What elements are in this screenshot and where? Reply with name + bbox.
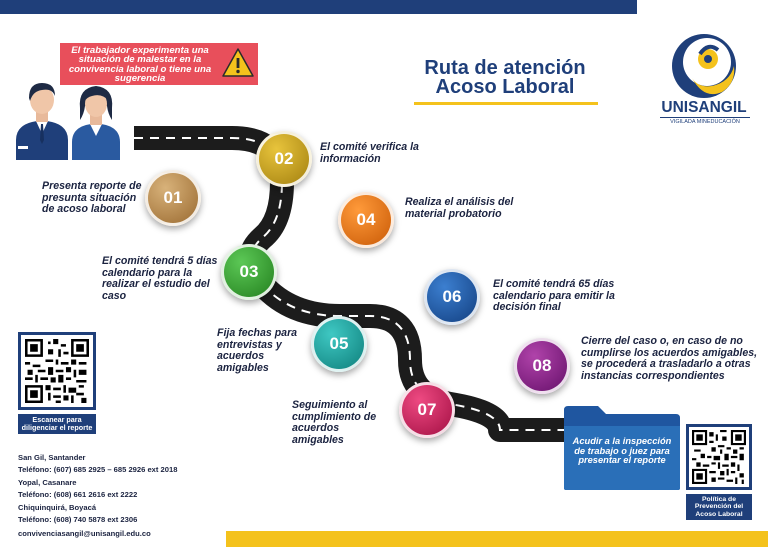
step-08-number: 08 <box>532 356 552 375</box>
logo-subtitle: VIGILADA MINEDUCACIÓN <box>660 117 750 125</box>
title-line-2: Acoso Laboral <box>435 76 575 98</box>
qr-caption-policy: Política de Prevención del Acoso Laboral <box>686 494 752 520</box>
step-04-text: Realiza el análisis del material probatorio <box>405 196 514 220</box>
step-07-text: Seguimiento al cumplimiento de acuerdos amigables <box>292 399 377 446</box>
step-02-text: El comité verifica la información <box>320 141 419 165</box>
folder-text: Acudir a la inspección de trabajo o juez para presentar el reporte <box>572 436 672 466</box>
step-06-circle <box>424 269 480 325</box>
step-08-circle <box>514 338 570 394</box>
contact-city-yopal: Yopal, Casanare <box>18 477 77 487</box>
contact-list <box>18 452 248 526</box>
title-line-1: Ruta de atención <box>424 57 586 79</box>
step-03-circle <box>221 244 277 300</box>
step-03-number: 03 <box>239 262 259 281</box>
step-06-text: El comité tendrá 65 días calendario para emitir la decisión final <box>493 278 615 314</box>
step-01-text: Presenta reporte de presunta situación de acoso laboral <box>42 180 142 216</box>
qr-card-report[interactable] <box>18 332 96 410</box>
contact-city-sangil: San Gil, Santander <box>18 453 86 462</box>
step-05-text: Fija fechas para entrevistas y acuerdos amigables <box>217 327 298 374</box>
step-04-circle <box>338 192 394 248</box>
contact-phone-yopal: Teléfono: (608) 661 2616 ext 2222 <box>18 490 138 500</box>
step-01-number: 01 <box>163 188 183 207</box>
step-01-circle <box>145 170 201 226</box>
step-02-circle <box>256 131 312 187</box>
qr-code-policy[interactable] <box>692 430 746 484</box>
step-07-circle <box>399 382 455 438</box>
step-07-number: 07 <box>417 400 437 419</box>
contact-city-chiquinquira: Chiquinquirá, Boyacá <box>18 502 97 512</box>
contact-email[interactable]: convivenciasangil@unisangil.edu.co <box>18 529 151 538</box>
qr-card-policy[interactable] <box>686 424 752 490</box>
step-05-number: 05 <box>329 334 349 353</box>
step-02-number: 02 <box>274 149 294 168</box>
qr-caption-report: Escanear para diligenciar el reporte <box>18 414 96 434</box>
step-04-number: 04 <box>356 210 376 229</box>
step-05-circle <box>311 316 367 372</box>
step-03-text: El comité tendrá 5 días calendario para la realizar el estudio del caso <box>102 255 218 302</box>
step-06-number: 06 <box>442 287 462 306</box>
logo-name: UNISANGIL <box>661 99 747 116</box>
alert-text: El trabajador experimenta una situación de malestar en la convivencia laboral o tiene una sugerencia <box>68 45 212 85</box>
contact-phone-sangil: Teléfono: (607) 685 2925 – 685 2926 ext 2018 <box>18 465 178 475</box>
qr-code-report[interactable] <box>25 339 89 403</box>
contact-phone-chiquinquira: Teléfono: (608) 740 5878 ext 2306 <box>18 515 138 525</box>
step-08-text: Cierre del caso o, en caso de no cumplirse los acuerdos amigables, se procederá a trasladarlo a otras instancias correspondientes <box>581 335 758 382</box>
